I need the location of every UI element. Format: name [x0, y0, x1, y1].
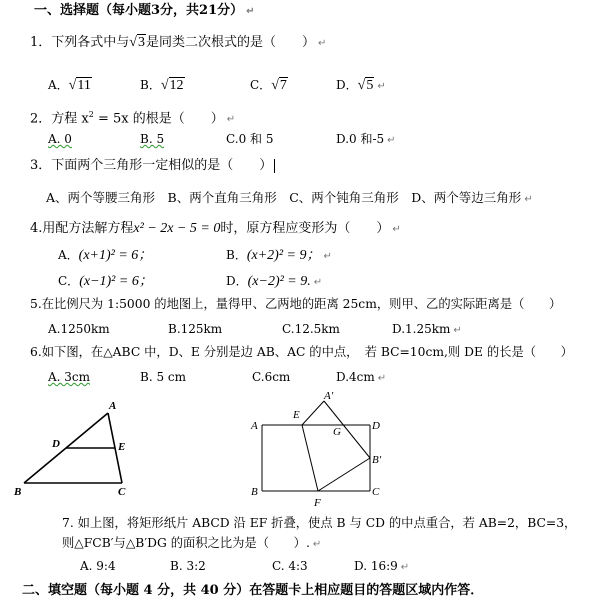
q2-option-c-text: C.0 和 5 [226, 132, 274, 146]
question-6 [30, 343, 573, 361]
q1-option-d-radicand: 5 [366, 78, 374, 93]
q1-text-b: 是同类二次根式的是（ ） [145, 35, 315, 50]
q1-radicand: 3 [137, 35, 145, 50]
return-mark-icon: ↵ [392, 224, 401, 235]
q2-option-d[interactable] [336, 130, 396, 150]
q4-text-a: 4.用配方法解方程 [30, 221, 134, 236]
fold-line-ef [302, 425, 318, 491]
q5-option-d-text: D.1.25km [392, 322, 451, 336]
q4-option-a-expr: (x+1)² = 6； [78, 248, 153, 263]
q4-option-c-letter: C． [58, 274, 80, 288]
q7-option-c-text: C. 4:3 [272, 559, 308, 573]
q1-option-b[interactable] [140, 76, 185, 95]
q4-option-d-expr: (x−2)² = 9. [247, 274, 311, 289]
q6-option-a-text: A. 3cm [48, 370, 91, 384]
section2-title [22, 582, 483, 600]
return-mark-icon: ↵ [453, 325, 462, 336]
return-mark-icon: ↵ [400, 562, 410, 573]
label-c: C [118, 486, 126, 498]
label-b-prime: B′ [372, 454, 382, 466]
q7-option-d[interactable] [354, 557, 409, 577]
q1-option-d-letter: D． [336, 78, 358, 92]
question-2 [30, 106, 235, 129]
return-mark-icon: ↵ [318, 38, 327, 49]
q6-text: 6.如下图，在△ABC 中，D、E 分别是边 AB、AC 的中点， 若 BC=10cm,则 DE 的长是（ ） [30, 345, 573, 359]
label-a-prime: A′ [324, 390, 334, 402]
section1-title-text: 一、选择题（每小题3分，共21分） [34, 3, 244, 18]
label-e: E [118, 441, 126, 453]
label-g: G [333, 426, 341, 438]
label-d: D [52, 438, 60, 450]
q2-text-a: 2．方程 x [30, 111, 89, 127]
q1-option-c[interactable] [250, 76, 288, 95]
q2-option-d-text: D.0 和-5 [336, 132, 385, 146]
q4-equation: x² − 2x − 5 = 0 [133, 221, 221, 236]
q2-option-b-text: B. 5 [140, 132, 165, 146]
folded-rectangle-figure [245, 385, 395, 515]
return-mark-icon: ↵ [313, 277, 323, 288]
q4-option-d[interactable] [226, 272, 322, 292]
q1-text-a: 下列各式中与 [51, 35, 130, 50]
question-7-line-2 [62, 534, 321, 554]
q5-option-b[interactable] [168, 320, 222, 338]
text-cursor [274, 159, 275, 173]
q2-option-a-text: A. 0 [48, 132, 72, 146]
q7-option-c[interactable] [272, 557, 308, 575]
q4-option-a[interactable] [58, 246, 152, 265]
q4-option-c-expr: (x−1)² = 6； [79, 274, 153, 289]
sqrt-expression: √3 [129, 35, 145, 50]
q6-option-c-text: C.6cm [252, 370, 291, 384]
q6-option-b-text: B. 5 cm [140, 370, 186, 384]
q1-option-b-letter: B． [140, 78, 161, 92]
section1-title [34, 2, 255, 21]
q2-superscript: 2 [88, 110, 94, 119]
q1-option-a[interactable] [48, 76, 92, 95]
label-e: E [293, 409, 300, 421]
q7-option-b-text: B. 3:2 [170, 559, 206, 573]
q5-option-a-text: A.1250km [48, 322, 110, 336]
label-a: A [109, 400, 117, 412]
q7-line2-text: 则△FCB′与△B′DG 的面积之比为是（ ）. [62, 536, 310, 550]
q1-option-a-radicand: 11 [77, 78, 91, 93]
q7-line1-text: 7. 如上图，将矩形纸片 ABCD 沿 EF 折叠，使点 B 与 CD 的中点重合，若 AB=2，BC=3， [62, 516, 577, 530]
section2-title-text: 二、填空题（每小题 4 分，共 40 分）在答题卡上相应题目的答题区域内作答． [22, 583, 484, 598]
sqrt-expression: √12 [160, 78, 184, 93]
q6-option-a[interactable] [48, 368, 90, 386]
q4-option-c[interactable] [58, 272, 153, 291]
return-mark-icon: ↵ [377, 81, 386, 92]
q4-option-b-expr: (x+2)² = 9； [246, 248, 321, 263]
question-1 [30, 34, 326, 53]
q1-option-a-letter: A． [48, 78, 69, 92]
q1-option-d[interactable] [336, 76, 386, 96]
q4-option-b[interactable] [226, 246, 332, 266]
q2-text-b: = 5x 的根是（ ） [93, 111, 224, 127]
question-5 [30, 295, 561, 313]
return-mark-icon: ↵ [524, 194, 533, 205]
label-b: B [14, 486, 22, 498]
q5-option-a[interactable] [48, 320, 110, 338]
return-mark-icon: ↵ [226, 114, 236, 126]
q7-option-a-text: A. 9:4 [80, 559, 116, 573]
q5-option-c-text: C.12.5km [282, 322, 340, 336]
sqrt-expression: √7 [271, 78, 287, 93]
question-3 [30, 157, 275, 175]
return-mark-icon: ↵ [246, 6, 255, 17]
q5-option-b-text: B.125km [168, 322, 223, 336]
q5-option-c[interactable] [282, 320, 340, 338]
return-mark-icon: ↵ [377, 373, 387, 384]
return-mark-icon: ↵ [312, 539, 322, 550]
q3-text: 3．下面两个三角形一定相似的是（ ） [30, 158, 273, 173]
q2-option-c[interactable] [226, 130, 273, 148]
q4-option-d-letter: D． [226, 274, 248, 288]
return-mark-icon: ↵ [387, 135, 396, 146]
q6-option-c[interactable] [252, 368, 290, 386]
q6-option-b[interactable] [140, 368, 186, 386]
q3-options[interactable] [46, 189, 533, 209]
sqrt-expression: √11 [68, 78, 91, 93]
q7-option-b[interactable] [170, 557, 206, 575]
label-c: C [372, 486, 380, 498]
segment-fb-prime [318, 458, 370, 491]
question-4 [30, 220, 401, 239]
q5-text: 5.在比例尺为 1:5000 的地图上，量得甲、乙两地的距离 25cm，则甲、乙的实际距离是（ ） [30, 297, 562, 311]
q1-option-c-radicand: 7 [279, 78, 287, 93]
q4-text-b: 时，原方程应变形为（ ） [220, 221, 390, 236]
q1-option-c-letter: C． [250, 78, 272, 92]
segment-a-prime-b-prime [324, 401, 370, 458]
triangle-figure [10, 395, 150, 505]
q5-option-d[interactable] [392, 320, 462, 340]
q4-option-b-letter: B． [226, 248, 247, 262]
q1-number: 1． [30, 35, 52, 50]
q3-options-text: A、两个等腰三角形 B、两个直角三角形 C、两个钝角三角形 D、两个等边三角形 [46, 190, 522, 205]
question-7-line-1 [62, 514, 576, 532]
q1-option-b-radicand: 12 [169, 78, 184, 93]
q7-option-d-text: D. 16:9 [354, 559, 398, 573]
q7-option-a[interactable] [80, 557, 116, 575]
q6-option-d-text: D.4cm [336, 370, 375, 384]
q2-option-a[interactable] [48, 130, 72, 148]
q4-option-a-letter: A． [58, 248, 79, 262]
label-b: B [251, 486, 258, 498]
label-a: A [251, 420, 258, 432]
return-mark-icon: ↵ [323, 251, 332, 262]
label-d: D [372, 420, 380, 432]
sqrt-expression: √5 [357, 78, 374, 93]
segment-ea-prime [302, 401, 324, 425]
label-f: F [314, 497, 321, 509]
q2-option-b[interactable] [140, 130, 164, 148]
